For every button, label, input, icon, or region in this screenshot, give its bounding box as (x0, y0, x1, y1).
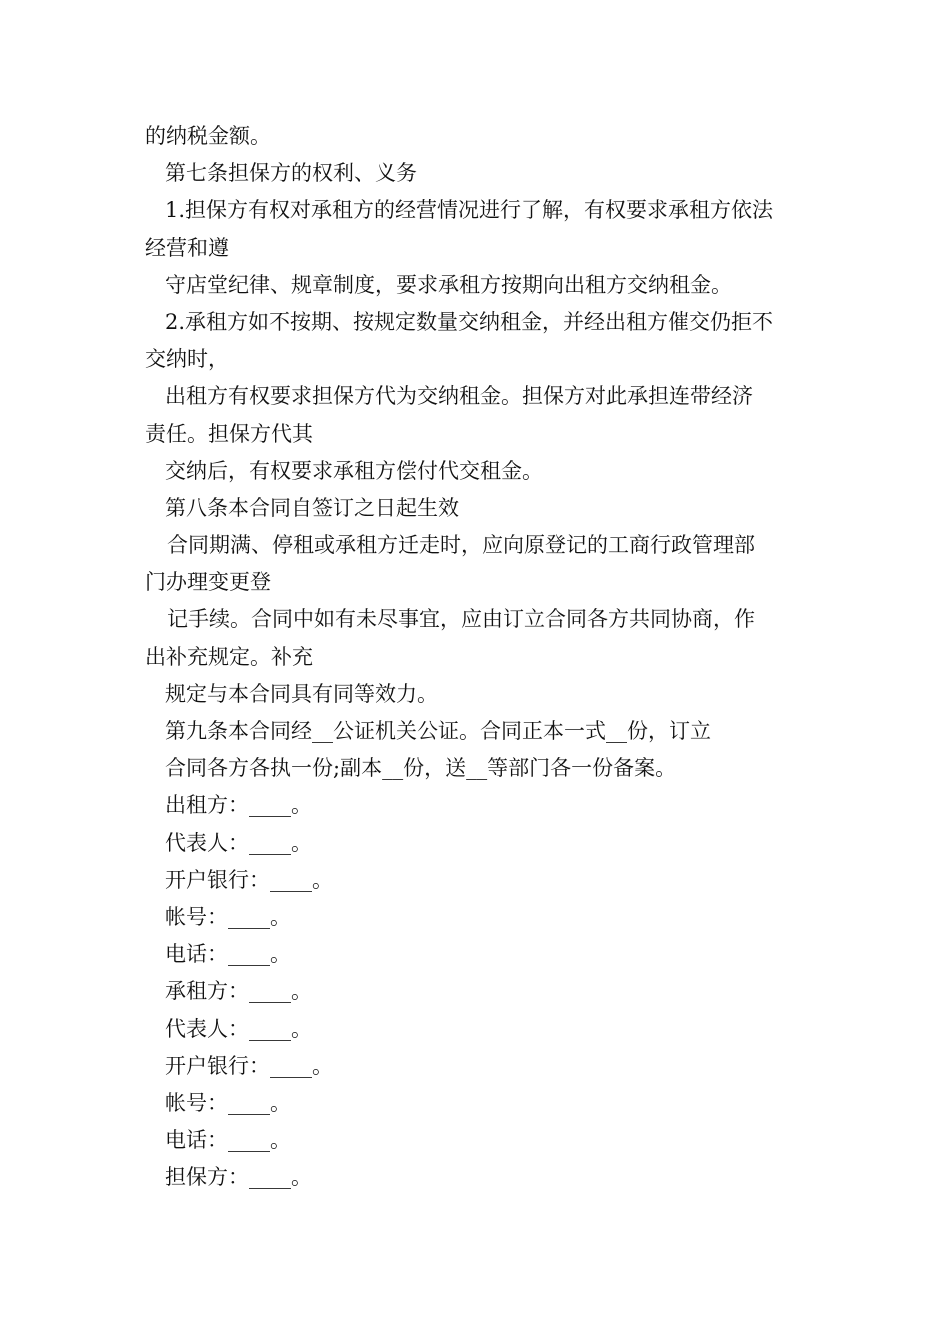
paragraph-line: 经营和遵 (145, 235, 229, 260)
signature-field-account: 帐号：____。 (165, 1090, 291, 1115)
signature-field-phone: 电话：____。 (165, 1128, 291, 1153)
signature-field-representative: 代表人：____。 (165, 830, 312, 855)
signature-field-lessor: 出租方：____。 (165, 793, 312, 818)
signature-field-phone: 电话：____。 (165, 942, 291, 967)
paragraph-line: 守店堂纪律、规章制度，要求承租方按期向出租方交纳租金。 (165, 272, 732, 297)
paragraph-line: 2.承租方如不按期、按规定数量交纳租金，并经出租方催交仍拒不 (165, 309, 774, 334)
signature-field-bank: 开户银行：____。 (165, 867, 333, 892)
document-page (145, 118, 810, 1196)
paragraph-line: 交纳后，有权要求承租方偿付代交租金。 (165, 458, 543, 483)
paragraph-line: 责任。担保方代其 (145, 421, 313, 446)
article-heading: 第九条本合同经__公证机关公证。合同正本一式__份，订立 (165, 719, 711, 743)
paragraph-line: 合同期满、停租或承租方迁走时，应向原登记的工商行政管理部 (167, 533, 755, 558)
signature-field-account: 帐号：____。 (165, 904, 291, 929)
article-heading: 第八条本合同自签订之日起生效 (165, 495, 459, 520)
paragraph-line: 交纳时， (145, 347, 229, 372)
paragraph-line: 门办理变更登 (145, 570, 271, 595)
paragraph-line: 规定与本合同具有同等效力。 (165, 681, 438, 706)
paragraph-line: 出租方有权要求担保方代为交纳租金。担保方对此承担连带经济 (165, 384, 753, 409)
signature-field-bank: 开户银行：____。 (165, 1053, 333, 1078)
paragraph-line: 1.担保方有权对承租方的经营情况进行了解，有权要求承租方依法 (165, 198, 774, 223)
paragraph-line: 合同各方各执一份;副本__份，送__等部门各一份备案。 (165, 756, 677, 781)
article-heading: 第七条担保方的权利、义务 (165, 161, 417, 186)
signature-field-representative: 代表人：____。 (165, 1016, 312, 1041)
paragraph-line: 出补充规定。补充 (145, 644, 313, 669)
paragraph-line: 的纳税金额。 (145, 124, 271, 148)
paragraph-line: 记手续。合同中如有未尽事宜，应由订立合同各方共同协商，作 (167, 607, 755, 632)
signature-field-lessee: 承租方：____。 (165, 979, 312, 1004)
signature-field-guarantor: 担保方：____。 (165, 1165, 312, 1190)
